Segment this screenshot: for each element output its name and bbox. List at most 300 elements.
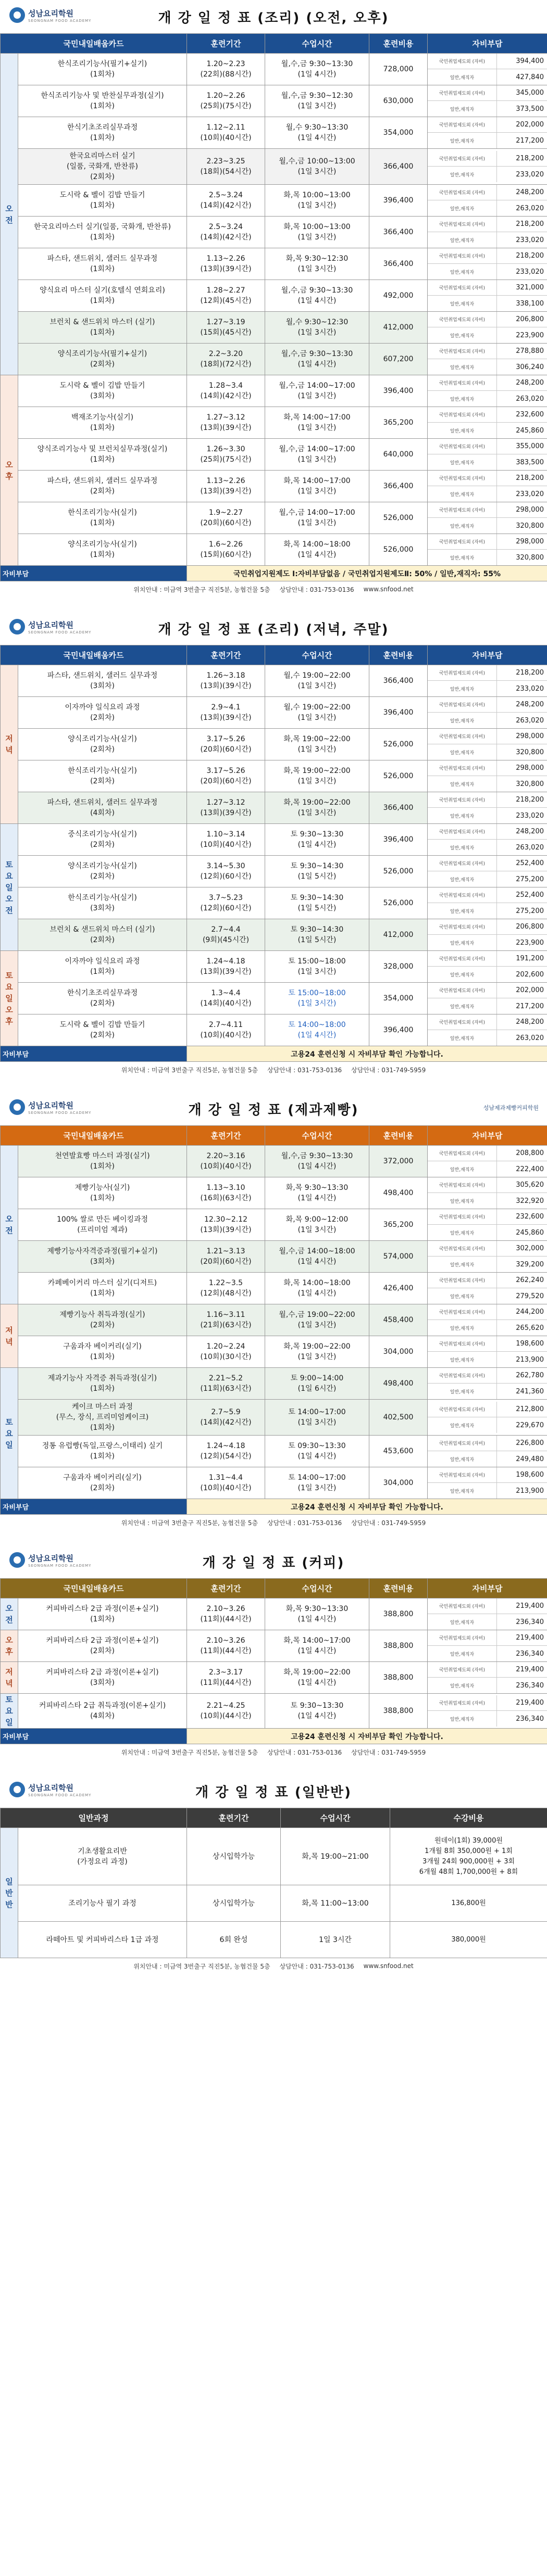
course-name bbox=[18, 697, 187, 729]
cell-line: 1.20~2.26 bbox=[206, 92, 245, 100]
cell-line: (1일 5시간) bbox=[297, 904, 337, 912]
course-name bbox=[18, 1885, 187, 1922]
cell-line: 화,목 19:00~22:00 bbox=[283, 798, 351, 807]
class-time bbox=[265, 375, 369, 407]
schedule-table bbox=[0, 645, 547, 1062]
col-course: 국민내일배움카드 bbox=[1, 34, 187, 54]
self-pay-amount: 233,020 bbox=[516, 236, 544, 244]
cell-line: (1일 3시간) bbox=[297, 265, 337, 273]
self-pay-amount: 212,800 bbox=[516, 1405, 544, 1413]
cell-line: (9회)(45시간) bbox=[202, 936, 250, 944]
cell-line: 월,수,금 10:00~13:00 bbox=[279, 157, 355, 166]
self-pay-row bbox=[428, 871, 547, 887]
logo-name-ko: 성남요리학원 bbox=[28, 8, 73, 18]
section-header bbox=[0, 1545, 547, 1578]
training-fee: 526,000 bbox=[369, 729, 428, 760]
class-time bbox=[265, 1630, 369, 1662]
cell-line: (2회차) bbox=[90, 1321, 115, 1329]
course-name bbox=[18, 312, 187, 344]
cell-line: 양식조리기능사(실기) bbox=[68, 862, 137, 870]
table-row bbox=[1, 375, 547, 407]
cell-line: 토 15:00~18:00 bbox=[288, 957, 346, 966]
self-pay-row bbox=[428, 312, 547, 327]
group-char: 오 bbox=[5, 1604, 13, 1613]
cell-line: (12회)(60시간) bbox=[200, 872, 252, 881]
logo-name-en: SEONGNAM FOOD ACADEMY bbox=[28, 18, 92, 23]
self-pay-type: 국민취업제도외 (자비) bbox=[428, 1598, 497, 1614]
class-time bbox=[265, 1014, 369, 1046]
self-pay-row bbox=[428, 1320, 547, 1336]
table-row bbox=[1, 1598, 547, 1630]
self-pay-type: 일반,재직자 bbox=[428, 1483, 497, 1499]
self-pay-row bbox=[428, 1451, 547, 1467]
time-group-label bbox=[1, 1828, 18, 1958]
training-fee: 354,000 bbox=[369, 983, 428, 1014]
self-pay-row bbox=[428, 518, 547, 534]
class-time bbox=[265, 502, 369, 534]
self-pay-row bbox=[428, 760, 547, 776]
self-pay-type: 국민취업제도외 (자비) bbox=[428, 54, 497, 69]
cell-line: (1일 3시간) bbox=[297, 1353, 337, 1361]
training-period bbox=[187, 149, 265, 185]
self-pay-row bbox=[428, 167, 547, 182]
training-fee: 365,200 bbox=[369, 407, 428, 439]
self-pay-type: 국민취업제도외 (자비) bbox=[428, 824, 497, 839]
course-name bbox=[18, 439, 187, 471]
training-period bbox=[187, 407, 265, 439]
training-fee: 498,400 bbox=[369, 1177, 428, 1209]
footer-address: 위치안내 : 미금역 3번출구 직진5분, 농협건물 5층 bbox=[121, 1748, 258, 1756]
self-pay-type: 일반,재직자 bbox=[428, 713, 497, 728]
section-title: 개 강 일 정 표 (제과제빵) bbox=[188, 1102, 359, 1118]
self-pay-cell bbox=[428, 375, 547, 407]
footer-address: 위치안내 : 미금역 3번출구 직진5분, 농협건물 5층 bbox=[133, 1962, 270, 1970]
time-group-label bbox=[1, 1598, 18, 1630]
class-time bbox=[265, 951, 369, 983]
self-pay-type: 일반,재직자 bbox=[428, 232, 497, 248]
class-time bbox=[265, 185, 369, 217]
training-period bbox=[187, 248, 265, 280]
footer-site-link[interactable]: 상담안내 : 031-749-5959 bbox=[351, 1519, 426, 1527]
self-pay-row bbox=[428, 69, 547, 85]
footer-phone: 상담안내 : 031-753-0136 bbox=[267, 1066, 342, 1074]
class-time bbox=[265, 1436, 369, 1467]
self-pay-type: 국민취업제도외 (자비) bbox=[428, 665, 497, 680]
group-char: 요 bbox=[5, 871, 13, 881]
self-pay-type: 국민취업제도외 (자비) bbox=[428, 117, 497, 132]
self-pay-note-row bbox=[1, 566, 547, 581]
table-row bbox=[1, 665, 547, 697]
self-pay-cell bbox=[428, 1177, 547, 1209]
course-name bbox=[18, 792, 187, 824]
training-period: 상시입학가능 bbox=[187, 1828, 281, 1885]
cell-line: 커피바리스타 2급 과정(이론+실기) bbox=[46, 1668, 159, 1677]
training-fee: 396,400 bbox=[369, 375, 428, 407]
course-name bbox=[18, 951, 187, 983]
cell-line: 1.26~3.30 bbox=[206, 445, 245, 453]
table-row bbox=[1, 502, 547, 534]
cell-line: (15회)(60시간) bbox=[200, 551, 252, 559]
cell-line: 구움과자 베이커리(실기) bbox=[63, 1474, 142, 1482]
self-pay-type: 국민취업제도외 (자비) bbox=[428, 1241, 497, 1256]
cell-line: 3개월 24회 900,000원 + 3회 bbox=[422, 1857, 515, 1866]
cell-line: 1.10~3.14 bbox=[206, 830, 245, 839]
group-char: 일 bbox=[5, 1718, 13, 1727]
col-self: 자비부담 bbox=[428, 645, 547, 665]
self-pay-note: 고용24 훈련신청 시 자비부담 확인 가능합니다. bbox=[187, 1046, 547, 1062]
self-pay-amount: 298,000 bbox=[516, 538, 544, 545]
self-pay-amount: 206,800 bbox=[516, 315, 544, 323]
self-pay-type: 국민취업제도외 (자비) bbox=[428, 856, 497, 871]
self-pay-row bbox=[428, 359, 547, 375]
self-pay-amount: 198,600 bbox=[516, 1340, 544, 1348]
course-name bbox=[18, 1368, 187, 1400]
cell-line: 2.23~3.25 bbox=[206, 157, 245, 166]
cell-line: (1회차) bbox=[90, 102, 115, 110]
self-pay-row bbox=[428, 534, 547, 550]
cell-line: 화,목 9:00~12:00 bbox=[285, 1215, 349, 1224]
self-pay-row bbox=[428, 248, 547, 264]
class-time bbox=[265, 1368, 369, 1400]
table-header bbox=[1, 1126, 547, 1146]
course-name bbox=[18, 149, 187, 185]
course-name bbox=[18, 1598, 187, 1630]
footer-address: 위치안내 : 미금역 3번출구 직진5분, 농협건물 5층 bbox=[133, 586, 270, 593]
class-time bbox=[265, 856, 369, 887]
cell-line: 중식조리기능사(실기) bbox=[68, 830, 137, 839]
logo-text bbox=[28, 1553, 91, 1568]
course-name bbox=[18, 471, 187, 502]
time-group-label bbox=[1, 665, 18, 824]
self-pay-amount: 322,920 bbox=[516, 1197, 544, 1205]
col-fee-general: 수강비용 bbox=[390, 1808, 547, 1828]
cell-line: 토 9:30~14:30 bbox=[290, 925, 344, 934]
self-pay-amount: 345,000 bbox=[516, 89, 544, 97]
self-pay-row bbox=[428, 1336, 547, 1352]
self-pay-row bbox=[428, 454, 547, 470]
group-char: 후 bbox=[5, 1647, 13, 1656]
cell-line: (4회차) bbox=[90, 809, 115, 817]
cell-line: 2.5~3.24 bbox=[208, 223, 243, 231]
time-group-label bbox=[1, 824, 18, 951]
cell-line: (15회)(45시간) bbox=[200, 328, 252, 337]
academy-logo bbox=[9, 7, 91, 23]
self-pay-type: 국민취업제도외 (자비) bbox=[428, 1368, 497, 1383]
self-pay-cell bbox=[428, 729, 547, 760]
self-pay-amount: 321,000 bbox=[516, 284, 544, 291]
schedule-section bbox=[0, 1545, 547, 1760]
cell-line: (21회)(63시간) bbox=[200, 1321, 252, 1329]
training-fee: 388,800 bbox=[369, 1694, 428, 1729]
self-pay-amount: 248,200 bbox=[516, 188, 544, 196]
course-name bbox=[18, 856, 187, 887]
self-pay-type: 일반,재직자 bbox=[428, 1257, 497, 1272]
self-pay-row bbox=[428, 681, 547, 696]
self-pay-cell bbox=[428, 1014, 547, 1046]
self-pay-type: 일반,재직자 bbox=[428, 744, 497, 760]
self-pay-amount: 241,360 bbox=[516, 1387, 544, 1395]
cell-line: (20회)(60시간) bbox=[200, 777, 252, 785]
section-title: 개 강 일 정 표 (일반반) bbox=[195, 1784, 352, 1800]
self-pay-type: 국민취업제도외 (자비) bbox=[428, 375, 497, 390]
cell-line: (2회차) bbox=[90, 841, 115, 849]
self-pay-row bbox=[428, 935, 547, 950]
table-row bbox=[1, 1436, 547, 1467]
table-row bbox=[1, 1694, 547, 1729]
cell-line: (가정요리 과정) bbox=[77, 1857, 128, 1866]
self-pay-row bbox=[428, 1467, 547, 1483]
course-name bbox=[18, 665, 187, 697]
col-time: 수업시간 bbox=[265, 645, 369, 665]
cell-line: 원데이(1회) 39,000원 bbox=[434, 1836, 503, 1845]
course-name bbox=[18, 407, 187, 439]
training-period bbox=[187, 919, 265, 951]
self-pay-amount: 222,400 bbox=[516, 1165, 544, 1173]
cell-line: 월,수,금 9:30~12:30 bbox=[281, 92, 353, 100]
cell-line: 1.9~2.27 bbox=[208, 509, 243, 517]
cell-line: 2.21~5.2 bbox=[208, 1374, 243, 1382]
cell-line: (2회차) bbox=[90, 173, 115, 181]
group-char: 토 bbox=[5, 1695, 13, 1704]
self-pay-note: 국민취업지원제도 Ⅰ:자비부담없음 / 국민취업지원제도Ⅱ: 50% / 일반,재직자: 55% bbox=[187, 566, 547, 581]
logo-mark-icon bbox=[9, 1552, 25, 1568]
self-pay-type: 국민취업제도외 (자비) bbox=[428, 280, 497, 295]
cell-line: (1일 3시간) bbox=[297, 999, 337, 1008]
time-group-label bbox=[1, 375, 18, 566]
self-pay-row bbox=[428, 217, 547, 232]
self-pay-amount: 202,600 bbox=[516, 970, 544, 979]
col-fee: 훈련비용 bbox=[369, 1579, 428, 1598]
table-row bbox=[1, 1828, 547, 1885]
cell-line: 정통 유럽빵(독일,프랑스,이태리) 실기 bbox=[42, 1442, 163, 1450]
cell-line: 한국요리마스터 실기 bbox=[69, 152, 135, 160]
cell-line: (14회)(42시간) bbox=[200, 233, 252, 242]
cell-line: 한식조리기능사(필기+실기) bbox=[57, 60, 147, 68]
course-name bbox=[18, 1828, 187, 1885]
training-fee: 304,000 bbox=[369, 1336, 428, 1368]
self-pay-type: 국민취업제도외 (자비) bbox=[428, 1436, 497, 1451]
cell-line: 토 15:00~18:00 bbox=[288, 989, 346, 997]
course-name bbox=[18, 1209, 187, 1241]
cell-line: (13회)(39시간) bbox=[200, 682, 252, 690]
self-pay-row bbox=[428, 697, 547, 713]
cell-line: 구움과자 베이커리(실기) bbox=[63, 1342, 142, 1351]
col-period: 훈련기간 bbox=[187, 1126, 265, 1146]
cell-line: 1.20~2.24 bbox=[206, 1342, 245, 1351]
footer-site-link[interactable]: 상담안내 : 031-749-5959 bbox=[351, 1748, 426, 1756]
training-period bbox=[187, 280, 265, 312]
self-pay-row bbox=[428, 856, 547, 871]
table-row bbox=[1, 697, 547, 729]
group-char: 오 bbox=[5, 894, 13, 904]
cell-line: 화,목 9:30~13:30 bbox=[285, 1605, 349, 1613]
course-name bbox=[18, 1304, 187, 1336]
self-pay-type: 일반,재직자 bbox=[428, 1451, 497, 1467]
self-pay-type: 일반,재직자 bbox=[428, 776, 497, 792]
self-pay-cell bbox=[428, 951, 547, 983]
cell-line: 2.10~3.26 bbox=[206, 1605, 245, 1613]
self-pay-amount: 218,200 bbox=[516, 155, 544, 162]
training-period bbox=[187, 217, 265, 248]
cell-line: 화,목 14:00~18:00 bbox=[283, 1279, 351, 1287]
logo-name-ko: 성남요리학원 bbox=[28, 1553, 73, 1563]
self-pay-cell bbox=[428, 1336, 547, 1368]
cell-line: (1일 4시간) bbox=[297, 1712, 337, 1720]
cell-line: 토 9:30~14:30 bbox=[290, 862, 344, 870]
training-period bbox=[187, 502, 265, 534]
self-pay-type: 국민취업제도외 (자비) bbox=[428, 1402, 497, 1417]
self-pay-amount: 223,900 bbox=[516, 938, 544, 947]
self-pay-row bbox=[428, 1177, 547, 1193]
table-row bbox=[1, 729, 547, 760]
cell-line: 한식기초조리실무과정 bbox=[67, 989, 138, 997]
cell-line: (1일 3시간) bbox=[297, 968, 337, 976]
training-fee: 396,400 bbox=[369, 185, 428, 217]
cell-line: (14회)(40시간) bbox=[200, 999, 252, 1008]
training-fee: 526,000 bbox=[369, 502, 428, 534]
self-pay-row bbox=[428, 327, 547, 343]
self-pay-row bbox=[428, 133, 547, 148]
self-pay-row bbox=[428, 1630, 547, 1646]
self-pay-row bbox=[428, 887, 547, 903]
cell-line: 월,수,금 19:00~22:00 bbox=[279, 1311, 355, 1319]
self-pay-row bbox=[428, 1030, 547, 1046]
col-time: 수업시간 bbox=[265, 1126, 369, 1146]
col-time: 수업시간 bbox=[265, 34, 369, 54]
training-fee: 640,000 bbox=[369, 439, 428, 471]
table-row bbox=[1, 1336, 547, 1368]
self-pay-amount: 263,020 bbox=[516, 204, 544, 212]
cell-line: 380,000원 bbox=[451, 1935, 486, 1944]
cell-line: 1.22~3.5 bbox=[208, 1279, 243, 1287]
training-fee: 607,200 bbox=[369, 344, 428, 375]
self-pay-cell bbox=[428, 502, 547, 534]
footer-address: 위치안내 : 미금역 3번출구 직진5분, 농협건물 5층 bbox=[121, 1519, 258, 1527]
self-pay-cell bbox=[428, 185, 547, 217]
self-pay-amount: 223,900 bbox=[516, 331, 544, 339]
cell-line: (1일 3시간) bbox=[297, 1418, 337, 1427]
self-pay-amount: 218,200 bbox=[516, 796, 544, 804]
self-pay-amount: 233,020 bbox=[516, 268, 544, 276]
cell-line: (10회)(44시간) bbox=[200, 1712, 252, 1720]
course-name bbox=[18, 54, 187, 85]
schedule-table bbox=[0, 1578, 547, 1744]
cell-line: 파스타, 샌드위치, 샐러드 실무과정 bbox=[47, 255, 158, 263]
cell-line: (20회)(60시간) bbox=[200, 1258, 252, 1266]
self-pay-amount: 236,340 bbox=[516, 1618, 544, 1626]
cell-line: 커피바리스타 2급 과정(이론+실기) bbox=[46, 1636, 159, 1645]
self-pay-type: 일반,재직자 bbox=[428, 1352, 497, 1367]
footer-site-link[interactable]: www.snfood.net bbox=[363, 1962, 414, 1970]
group-char: 요 bbox=[5, 982, 13, 992]
self-pay-row bbox=[428, 1304, 547, 1320]
self-pay-type: 일반,재직자 bbox=[428, 1225, 497, 1240]
footer-site-link[interactable]: www.snfood.net bbox=[363, 586, 414, 593]
schedule-section bbox=[0, 0, 547, 597]
self-pay-amount: 208,800 bbox=[516, 1149, 544, 1157]
academy-logo bbox=[9, 1099, 91, 1115]
cell-line: 토 9:30~13:30 bbox=[290, 1702, 344, 1710]
class-time bbox=[265, 248, 369, 280]
self-pay-row bbox=[428, 1352, 547, 1367]
section-header bbox=[0, 612, 547, 645]
group-char: 오 bbox=[5, 1214, 13, 1224]
cell-line: 도시락 & 벨이 김밥 만들기 bbox=[59, 1021, 145, 1029]
table-row bbox=[1, 1304, 547, 1336]
cell-line: 1.20~2.23 bbox=[206, 60, 245, 68]
self-pay-row bbox=[428, 264, 547, 280]
cell-line: 100% 쌀로 만든 베이킹과정 bbox=[56, 1215, 148, 1224]
table-row bbox=[1, 1273, 547, 1304]
self-pay-cell bbox=[428, 697, 547, 729]
cell-line: (1회차) bbox=[90, 328, 115, 337]
self-pay-row bbox=[428, 407, 547, 423]
cell-line: (13회)(39시간) bbox=[200, 1226, 252, 1234]
self-pay-type: 일반,재직자 bbox=[428, 69, 497, 85]
class-time bbox=[265, 85, 369, 117]
class-time bbox=[265, 1400, 369, 1436]
self-pay-amount: 249,480 bbox=[516, 1455, 544, 1463]
self-pay-cell bbox=[428, 1436, 547, 1467]
self-pay-amount: 202,000 bbox=[516, 986, 544, 994]
group-char: 일 bbox=[5, 1876, 13, 1886]
cell-line: 월,수,금 9:30~13:30 bbox=[281, 350, 353, 358]
cell-line: (13회)(39시간) bbox=[200, 265, 252, 273]
training-fee: 366,400 bbox=[369, 665, 428, 697]
cell-line: 2.5~3.24 bbox=[208, 191, 243, 199]
note-label: 자비부담 bbox=[1, 1729, 187, 1744]
footer-site-link[interactable]: 상담안내 : 031-749-5959 bbox=[351, 1066, 426, 1074]
self-pay-amount: 320,800 bbox=[516, 748, 544, 756]
cell-line: (25회)(75시간) bbox=[200, 455, 252, 464]
self-pay-type: 일반,재직자 bbox=[428, 681, 497, 696]
cell-line: (1일 3시간) bbox=[297, 392, 337, 400]
self-pay-type: 일반,재직자 bbox=[428, 998, 497, 1014]
cell-line: 3.17~5.26 bbox=[206, 767, 245, 775]
cell-line: (2회차) bbox=[90, 1031, 115, 1039]
cell-line: 토 9:00~14:00 bbox=[290, 1374, 344, 1382]
self-pay-row bbox=[428, 1273, 547, 1288]
col-time: 수업시간 bbox=[265, 1579, 369, 1598]
cell-line: 양식조리기능사(실기) bbox=[68, 735, 137, 743]
training-fee: 630,000 bbox=[369, 85, 428, 117]
course-name bbox=[18, 85, 187, 117]
cell-line: (1회차) bbox=[90, 134, 115, 142]
cell-line: 화,목 14:00~17:00 bbox=[283, 413, 351, 422]
self-pay-cell bbox=[428, 760, 547, 792]
course-name bbox=[18, 1146, 187, 1177]
self-pay-type: 일반,재직자 bbox=[428, 101, 497, 117]
self-pay-row bbox=[428, 808, 547, 823]
footer-phone: 상담안내 : 031-753-0136 bbox=[279, 586, 354, 593]
self-pay-row bbox=[428, 967, 547, 982]
group-char: 요 bbox=[5, 1428, 13, 1438]
self-pay-amount: 232,600 bbox=[516, 1213, 544, 1221]
cell-line: 화,목 14:00~17:00 bbox=[283, 477, 351, 485]
class-time bbox=[265, 824, 369, 856]
self-pay-type: 국민취업제도외 (자비) bbox=[428, 1014, 497, 1030]
class-time bbox=[265, 471, 369, 502]
training-fee: 426,400 bbox=[369, 1273, 428, 1304]
tuition-fee bbox=[390, 1828, 547, 1885]
self-pay-amount: 275,200 bbox=[516, 875, 544, 883]
time-group-label bbox=[1, 54, 18, 375]
self-pay-cell bbox=[428, 117, 547, 149]
cell-line: (1회차) bbox=[90, 1194, 115, 1202]
training-period bbox=[187, 534, 265, 566]
training-period bbox=[187, 1273, 265, 1304]
self-pay-type: 일반,재직자 bbox=[428, 1320, 497, 1336]
